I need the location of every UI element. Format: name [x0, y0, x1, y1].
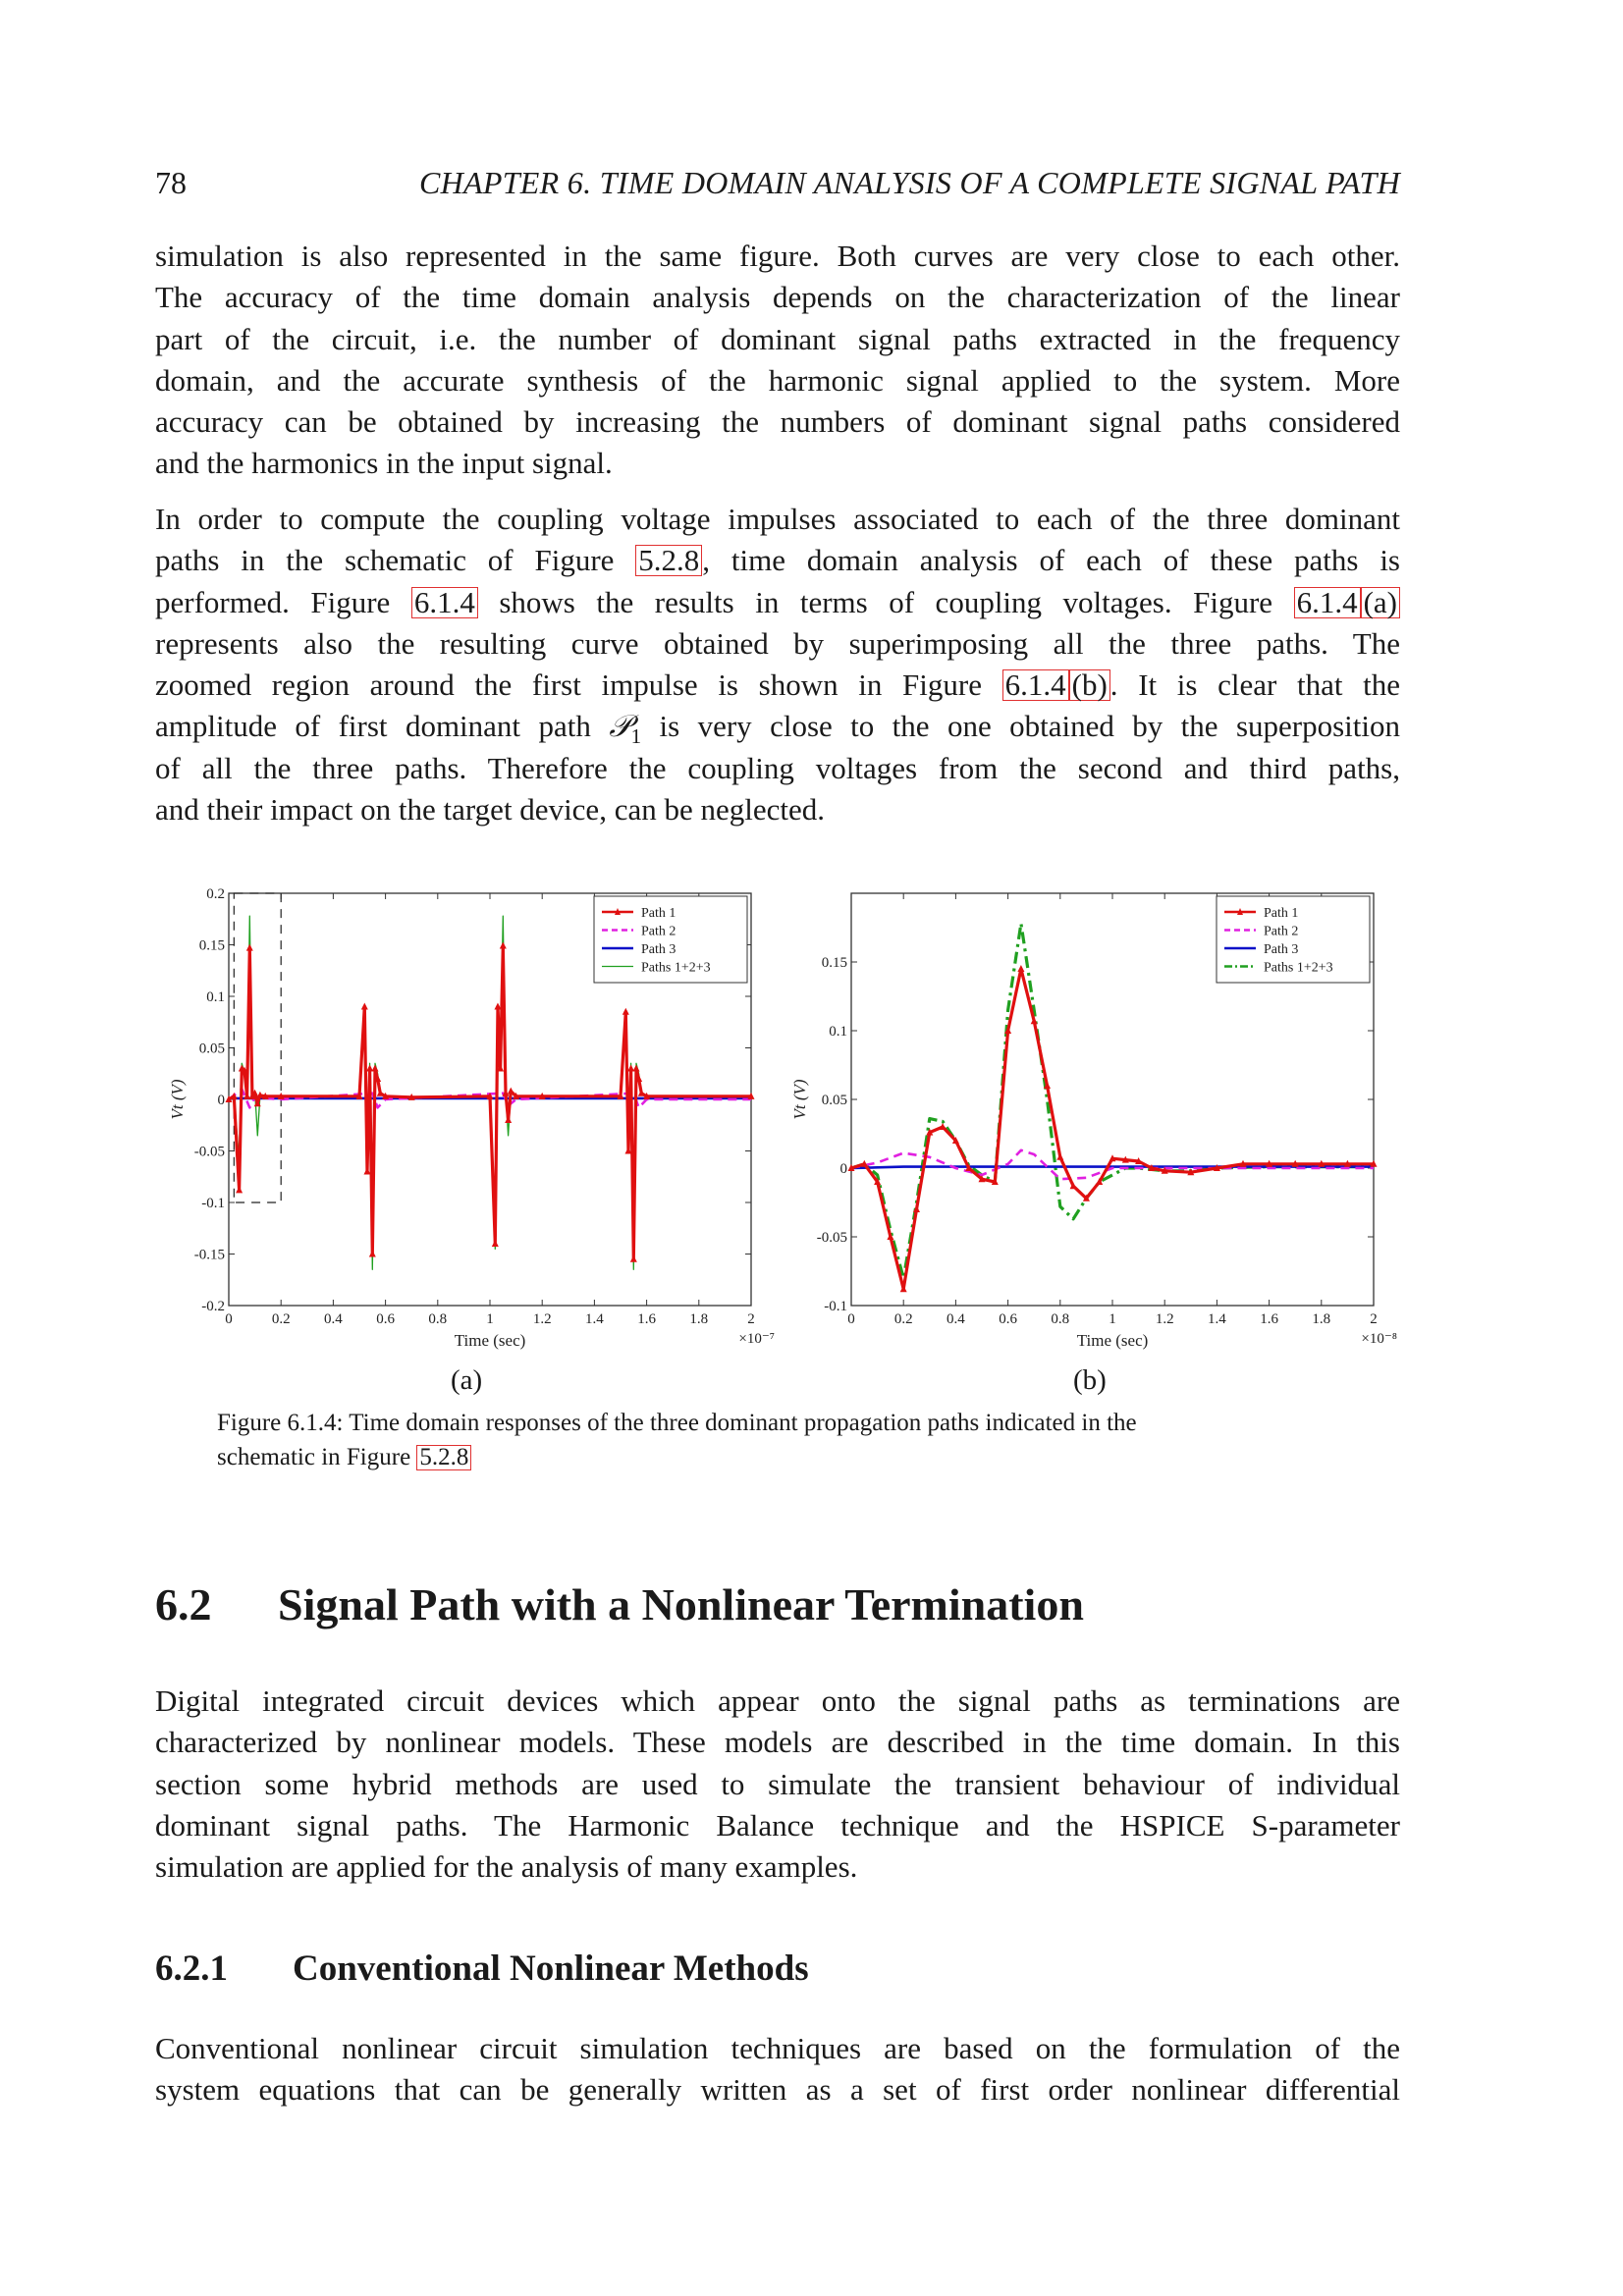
x-tick-label: 0.8	[1051, 1311, 1070, 1327]
y-tick-label: 0	[217, 1093, 225, 1108]
text-line	[155, 582, 1400, 623]
text-line	[155, 665, 1400, 706]
x-axis-label: Time (sec)	[1076, 1331, 1149, 1350]
text-line: and the harmonics in the input signal.	[155, 446, 613, 481]
x-tick-label: 0.6	[376, 1311, 395, 1327]
text-span: shows the results in terms of coupling voltages. Figure	[477, 584, 1294, 619]
page-number: 78	[155, 165, 187, 200]
figure-link-5-2-8[interactable]: 5.2.8	[416, 1445, 471, 1470]
caption-line: Figure 6.1.4: Time domain responses of the three dominant propagation paths indicated in the	[217, 1410, 1137, 1436]
section-heading	[155, 1578, 1084, 1630]
y-tick-label: 0.2	[206, 886, 225, 902]
x-tick-label: 1.8	[689, 1311, 709, 1327]
chart-panel-b	[778, 879, 1406, 1355]
x-tick-label: 1.6	[637, 1311, 656, 1327]
text-line: In order to compute the coupling voltage impulses associated to each of the three dominant	[155, 502, 1400, 536]
figure-link-5-2-8[interactable]: 5.2.8	[635, 545, 702, 576]
running-header	[155, 165, 1400, 204]
text-line: characterized by nonlinear models. These models are described in the time domain. In this	[155, 1725, 1400, 1760]
x-tick-label: 0.8	[428, 1311, 448, 1327]
subsection-number: 6.2.1	[155, 1949, 228, 1989]
x-tick-label: 1.6	[1260, 1311, 1278, 1327]
x-axis-label: Time (sec)	[454, 1331, 526, 1350]
subfigure-label-a: (a)	[451, 1364, 483, 1396]
text-line: and their impact on the target device, can be neglected.	[155, 792, 825, 828]
subfigure-label-b: (b)	[1073, 1364, 1107, 1396]
chapter-title: CHAPTER 6. TIME DOMAIN ANALYSIS OF A COMPLETE SIGNAL PATH	[418, 165, 1400, 200]
text-line	[155, 706, 1400, 747]
subsection-heading	[155, 1948, 809, 1990]
chart-panel-a	[155, 879, 784, 1355]
text-span: paths in the schematic of Figure	[155, 543, 636, 578]
y-tick-label: 0.05	[198, 1041, 225, 1057]
legend-label: Path 1	[1264, 906, 1299, 921]
text-line: accuracy can be obtained by increasing the numbers of dominant signal paths considered	[155, 404, 1400, 440]
text-line: Digital integrated circuit devices which appear onto the signal paths as terminations are	[155, 1683, 1400, 1718]
text-line: Conventional nonlinear circuit simulation techniques are based on the formulation of the	[155, 2031, 1400, 2065]
text-span: is very close to the one obtained by the superposition	[641, 709, 1400, 744]
text-line: part of the circuit, i.e. the number of dominant signal paths extracted in the frequency	[155, 321, 1400, 356]
text-line: system equations that can be generally written as a set of first order nonlinear differential	[155, 2072, 1400, 2108]
legend-label: Path 3	[1264, 942, 1299, 957]
paragraph-1	[155, 236, 1400, 485]
legend-label: Paths 1+2+3	[1264, 960, 1333, 976]
figure-caption	[217, 1406, 1346, 1474]
section-number: 6.2	[155, 1579, 212, 1629]
figure-link-6-1-4[interactable]: 6.1.4	[1002, 669, 1069, 701]
y-tick-label: -0.1	[824, 1299, 847, 1314]
caption-line	[217, 1440, 1346, 1474]
x-tick-label: 0.2	[271, 1311, 291, 1327]
text-line: simulation are applied for the analysis of many examples.	[155, 1849, 858, 1885]
text-line: of all the three paths. Therefore the coupling voltages from the second and third paths,	[155, 750, 1400, 785]
x-tick-label: 2	[747, 1311, 755, 1327]
x-tick-label: 1.8	[1312, 1311, 1331, 1327]
y-axis-label: Vt (V)	[168, 1079, 187, 1120]
x-tick-label: 0	[225, 1311, 233, 1327]
x-tick-label: 0.2	[893, 1311, 913, 1327]
y-tick-label: -0.2	[201, 1299, 225, 1314]
text-line: domain, and the accurate synthesis of the harmonic signal applied to the system. More	[155, 362, 1400, 398]
x-tick-label: 1	[1109, 1311, 1116, 1327]
y-tick-label: -0.1	[201, 1196, 225, 1211]
x-tick-label: 1.2	[532, 1311, 552, 1327]
x-multiplier-label: ×10⁻⁷	[738, 1331, 775, 1347]
paragraph-2	[155, 499, 1400, 830]
x-tick-label: 0	[847, 1311, 855, 1327]
x-tick-label: 0.6	[999, 1311, 1017, 1327]
text-span: zoomed region around the first impulse is shown in Figure	[155, 667, 1002, 703]
text-line: simulation is also represented in the same figure. Both curves are very close to each other.	[155, 239, 1400, 273]
paragraph-4	[155, 2028, 1400, 2111]
legend-label: Path 3	[641, 942, 676, 957]
subfigure-link-a[interactable]: (a)	[1361, 587, 1400, 618]
text-line: represents also the resulting curve obtained by superimposing all the three paths. The	[155, 625, 1400, 661]
y-tick-label: -0.15	[193, 1247, 225, 1263]
y-tick-label: 0.1	[829, 1024, 847, 1040]
x-tick-label: 2	[1370, 1311, 1378, 1327]
x-tick-label: 0.4	[324, 1311, 343, 1327]
y-tick-label: 0.15	[821, 955, 847, 971]
text-span: amplitude of first dominant path	[155, 709, 610, 744]
y-tick-label: 0.15	[198, 937, 225, 954]
x-tick-label: 1	[486, 1311, 494, 1327]
y-tick-label: 0	[839, 1161, 847, 1177]
text-line: dominant signal paths. The Harmonic Balance technique and the HSPICE S-parameter	[155, 1807, 1400, 1842]
legend-label: Path 1	[641, 906, 676, 921]
text-span: , time domain analysis of each of these paths is	[702, 543, 1400, 578]
x-tick-label: 1.2	[1155, 1311, 1174, 1327]
paragraph-3	[155, 1681, 1400, 1888]
text-span: performed. Figure	[155, 584, 411, 619]
x-multiplier-label: ×10⁻⁸	[1361, 1331, 1397, 1347]
text-line: section some hybrid methods are used to simulate the transient behaviour of individual	[155, 1766, 1400, 1801]
section-title: Signal Path with a Nonlinear Termination	[278, 1579, 1084, 1629]
y-tick-label: 0.1	[206, 989, 225, 1005]
y-tick-label: -0.05	[193, 1144, 225, 1160]
legend-label: Path 2	[641, 924, 676, 939]
text-span: schematic in Figure	[217, 1444, 417, 1470]
legend-label: Path 2	[1264, 924, 1299, 939]
legend-label: Paths 1+2+3	[641, 960, 711, 976]
y-tick-label: -0.05	[816, 1230, 847, 1246]
x-tick-label: 1.4	[585, 1311, 604, 1327]
y-tick-label: 0.05	[821, 1093, 847, 1108]
x-tick-label: 1.4	[1208, 1311, 1226, 1327]
path-symbol: 𝒫	[609, 709, 631, 744]
x-tick-label: 0.4	[947, 1311, 965, 1327]
text-span: . It is clear that the	[1109, 667, 1400, 703]
y-axis-label: Vt (V)	[790, 1079, 809, 1120]
text-line	[155, 540, 1400, 581]
figure-link-6-1-4[interactable]: 6.1.4	[1294, 587, 1361, 618]
subsection-title: Conventional Nonlinear Methods	[293, 1949, 809, 1989]
text-line: The accuracy of the time domain analysis depends on the characterization of the linear	[155, 280, 1400, 315]
subfigure-link-b[interactable]: (b)	[1069, 669, 1110, 701]
figure-link-6-1-4[interactable]: 6.1.4	[411, 587, 478, 618]
path-subscript: 1	[630, 724, 642, 748]
